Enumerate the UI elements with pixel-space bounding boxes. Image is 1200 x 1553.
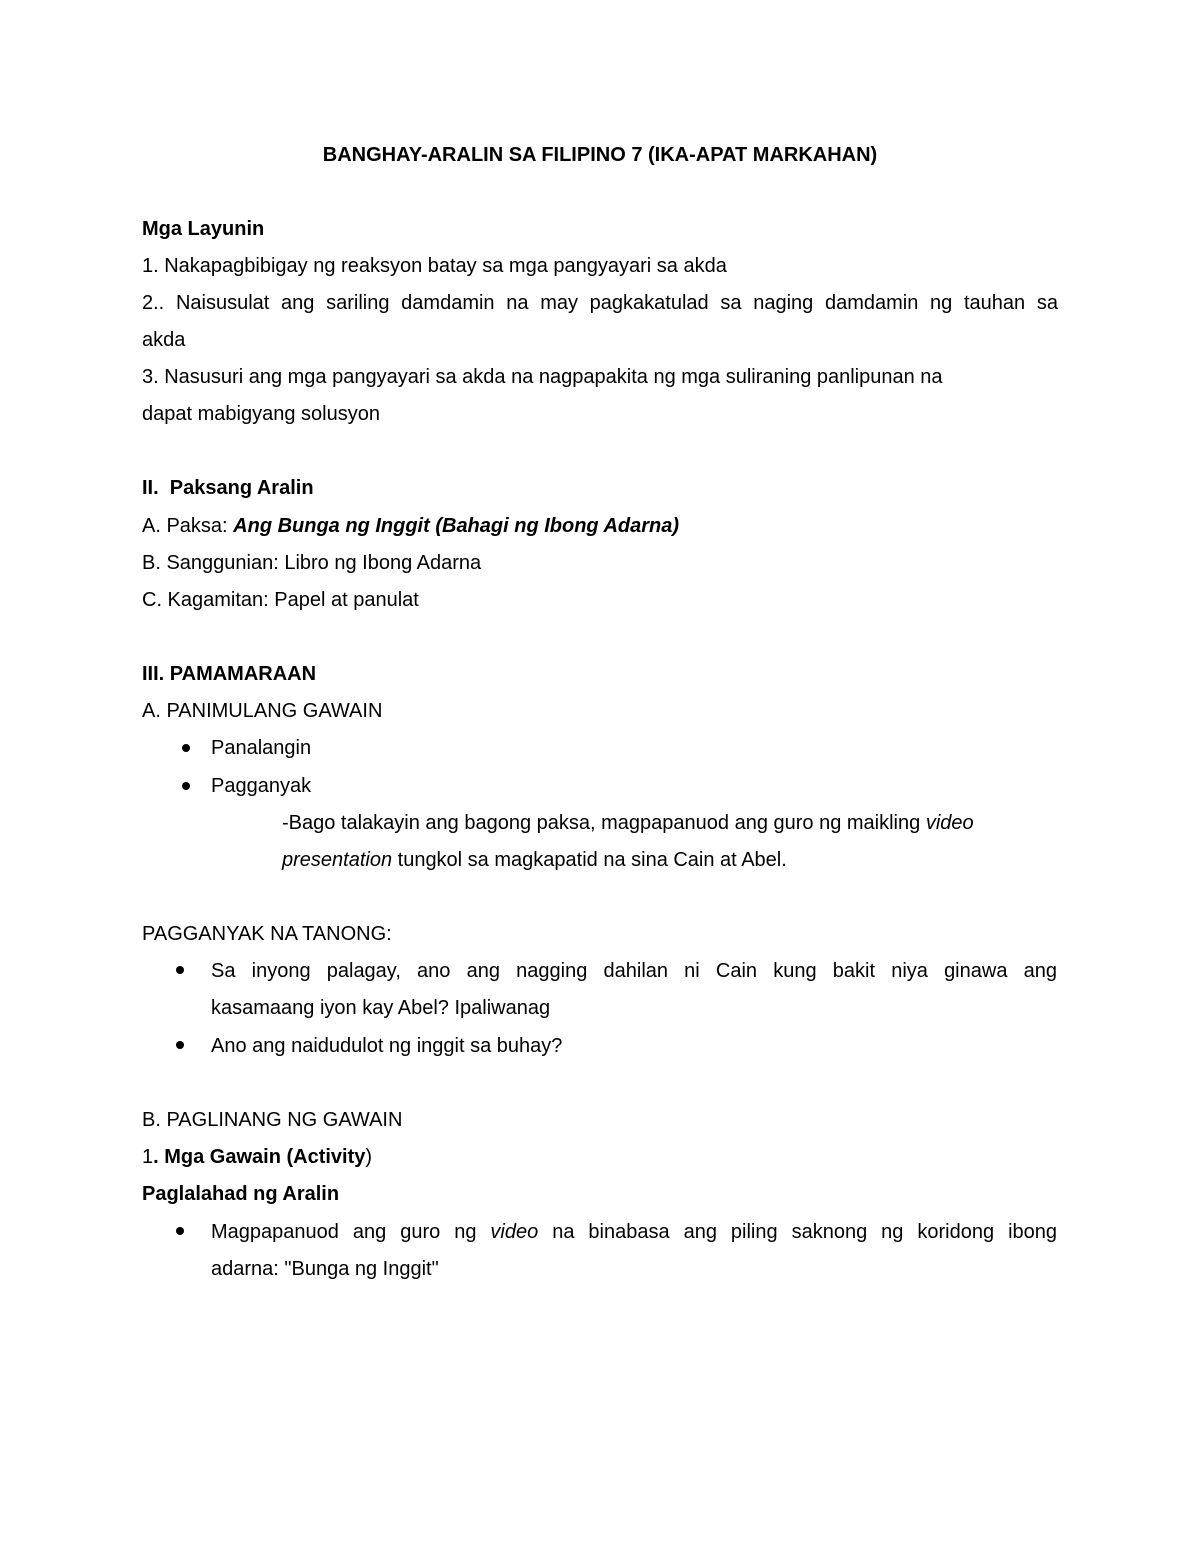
layunin-item-3-cont: dapat mabigyang solusyon xyxy=(142,403,380,425)
pagganyak-description-cont xyxy=(282,848,787,872)
paglalahad-heading: Paglalahad ng Aralin xyxy=(142,1183,340,1205)
video-text: na binabasa ang piling saknong ng koridong ibong xyxy=(538,1221,1058,1243)
pagganyak-italic: presentation xyxy=(282,849,393,871)
layunin-item-2: 2.. Naisusulat ang sariling damdamin na may pagkakatulad sa naging damdamin ng tauhan sa xyxy=(142,292,1058,314)
paksa-line xyxy=(142,514,679,538)
tanong-item-1-cont: kasamaang iyon kay Abel? Ipaliwanag xyxy=(211,997,551,1019)
video-italic: video xyxy=(490,1221,539,1243)
paglinang-heading: B. PAGLINANG NG GAWAIN xyxy=(142,1109,403,1131)
pamamaraan-heading: III. PAMAMARAAN xyxy=(142,663,317,685)
pagganyak-text: tungkol sa magkapatid na sina Cain at Abel. xyxy=(392,849,787,871)
document-title: BANGHAY-ARALIN SA FILIPINO 7 (IKA-APAT MARKAHAN) xyxy=(322,144,878,166)
tanong-item-2: Ano ang naidudulot ng inggit sa buhay? xyxy=(211,1035,563,1057)
paksa-label: A. Paksa: xyxy=(142,515,234,537)
bullet-icon xyxy=(182,782,190,790)
layunin-heading: Mga Layunin xyxy=(142,218,265,240)
paksang-aralin-heading: II. Paksang Aralin xyxy=(142,477,314,499)
layunin-item-2-cont: akda xyxy=(142,329,186,351)
layunin-item-1: 1. Nakapagbibigay ng reaksyon batay sa mga pangyayari sa akda xyxy=(142,255,727,277)
bullet-icon xyxy=(176,966,184,974)
tanong-item-1: Sa inyong palagay, ano ang nagging dahilan ni Cain kung bakit niya ginawa ang xyxy=(211,960,1057,982)
layunin-item-3: 3. Nasusuri ang mga pangyayari sa akda na nagpapakita ng mga suliraning panlipunan na xyxy=(142,366,943,388)
pagganyak-italic: video xyxy=(925,812,974,834)
gawain-label: . Mga Gawain (Activity xyxy=(153,1146,366,1168)
video-item xyxy=(211,1220,1057,1244)
bullet-item-pagganyak: Pagganyak xyxy=(211,775,312,797)
pagganyak-description xyxy=(282,811,974,835)
video-text: Magpapanuod ang guro ng xyxy=(211,1221,491,1243)
panimula-heading: A. PANIMULANG GAWAIN xyxy=(142,700,383,722)
bullet-icon xyxy=(176,1041,184,1049)
bullet-item-panalangin: Panalangin xyxy=(211,737,312,759)
video-item-cont: adarna: "Bunga ng Inggit" xyxy=(211,1258,439,1280)
paksa-value: Ang Bunga ng Inggit (Bahagi ng Ibong Adarna) xyxy=(233,515,680,537)
sanggunian-line: B. Sanggunian: Libro ng Ibong Adarna xyxy=(142,552,482,574)
gawain-number: 1 xyxy=(142,1146,154,1168)
bullet-icon xyxy=(176,1227,184,1235)
bullet-icon xyxy=(182,744,190,752)
kagamitan-line: C. Kagamitan: Papel at panulat xyxy=(142,589,419,611)
pagganyak-text: -Bago talakayin ang bagong paksa, magpapanuod ang guro ng maikling xyxy=(282,812,926,834)
tanong-heading: PAGGANYAK NA TANONG: xyxy=(142,923,392,945)
gawain-close: ) xyxy=(365,1146,373,1168)
gawain-heading xyxy=(142,1145,372,1169)
